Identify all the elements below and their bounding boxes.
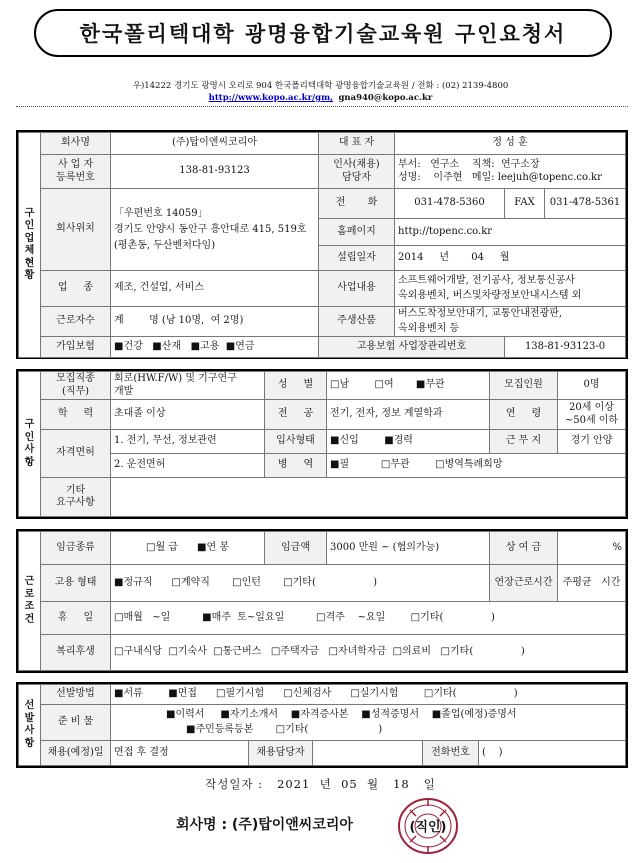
label: 병 역 xyxy=(265,454,327,478)
company-seal-icon xyxy=(396,796,460,856)
section-label: 선발사항 xyxy=(19,685,41,766)
divider xyxy=(16,106,628,107)
label: 학 력 xyxy=(41,400,111,430)
age: 20세 이상 ~50세 이하 xyxy=(558,400,626,430)
founded-date: 2014 년 04 월 xyxy=(395,246,626,271)
page-title: 한국폴리텍대학 광명융합기술교육원 구인요청서 xyxy=(79,22,567,46)
employment-type: ■정규직 □계약직 □인턴 □기타( ) xyxy=(111,565,490,602)
section-label: 구인업체현황 xyxy=(19,133,41,358)
written-date: 작성일자 : 2021 년 05 월 18 일 xyxy=(205,777,436,791)
label: 자격면허 xyxy=(41,430,111,478)
label: 연장근로시간 xyxy=(490,565,558,602)
signature-company: 회사명 : (주)탑이앤씨코리아 xyxy=(176,817,353,833)
documents: ■이력서 ■자기소개서 ■자격증사본 ■성적증명서 ■졸업(예정)증명서 xyxy=(166,709,517,720)
other-requirements xyxy=(111,478,626,517)
label: 채용담당자 xyxy=(249,741,313,766)
contact-line xyxy=(0,93,641,103)
address-line: 우)14222 경기도 광명시 오리로 904 한국폴리텍대학 광명융합기술교육원 / 전화 : (02) 2139-4800 xyxy=(132,81,509,91)
fax: 031-478-5361 xyxy=(545,189,626,219)
label: 채용(예정)일 xyxy=(41,741,111,766)
label: FAX xyxy=(505,189,545,219)
label: 사업내용 xyxy=(319,271,395,307)
overtime: 주평균 시간 xyxy=(558,565,626,602)
label: 근 무 지 xyxy=(490,430,558,454)
label: 근로자수 xyxy=(41,307,111,337)
title-box xyxy=(34,9,612,57)
phone: 031-478-5360 xyxy=(395,189,505,219)
location: 경기 안양 xyxy=(558,430,626,454)
section-label: 근로조건 xyxy=(19,532,41,671)
seal-text: (직인) xyxy=(409,820,447,835)
insurance: ■건강 ■산재 ■고용 ■연금 xyxy=(111,337,319,358)
label: 선발방법 xyxy=(41,685,111,705)
military: ■필 □무관 □병역특례희망 xyxy=(327,454,626,478)
label: 회사명 xyxy=(41,133,111,155)
major: 전기, 전자, 정보 계열학과 xyxy=(327,400,490,430)
selection-section xyxy=(16,682,628,768)
label: 회사위치 xyxy=(41,189,111,271)
label: 사 업 자 등록번호 xyxy=(41,155,111,189)
label: 모집인원 xyxy=(490,372,558,400)
email-text: gna940@kopo.ac.kr xyxy=(338,93,433,103)
conditions-section xyxy=(16,529,628,673)
homepage: http://topenc.co.kr xyxy=(395,219,626,246)
label: 인사(채용) 담당자 xyxy=(319,155,395,189)
label: 고용 형태 xyxy=(41,565,111,602)
label: 전 화 xyxy=(319,189,395,219)
products: 버스도착정보안내기, 교통안내전광판, 옥외용벤치 등 xyxy=(395,307,626,337)
label: 고용보험 사업장관리번호 xyxy=(319,337,505,358)
label: 업 종 xyxy=(41,271,111,307)
label: 준 비 물 xyxy=(41,705,111,741)
selection-method: ■서류 ■면접 □필기시험 □신체검사 □실기시험 □기타( ) xyxy=(111,685,626,705)
salary: 3000 만원 ~ (협의가능) xyxy=(327,532,490,565)
insurance-no: 138-81-93123-0 xyxy=(505,337,626,358)
job-type: 회로(HW.F/W) 및 기구연구 개발 xyxy=(111,372,265,400)
label: 성 별 xyxy=(265,372,327,400)
label: 입사형태 xyxy=(265,430,327,454)
label: 임금액 xyxy=(265,532,327,565)
holidays: □매월 ~일 ■매주 토~일요일 □격주 ~요일 □기타( ) xyxy=(111,602,626,635)
hr-line: 성명: 이주현 메일: leejuh@topenc.co.kr xyxy=(398,171,602,183)
job-section xyxy=(16,369,628,519)
welfare: □구내식당 □기숙사 □통근버스 □주택자금 □자녀학자금 □의료비 □기타( ) xyxy=(111,635,626,671)
label: 홈페이지 xyxy=(319,219,395,246)
label: 설립일자 xyxy=(319,246,395,271)
license: 1. 전기, 무선, 정보관련 xyxy=(111,430,265,454)
company-address: 「우편번호 14059」 경기도 안양시 동안구 흥안대로 415, 519호(평촌동, 두산벤처다임) xyxy=(111,189,319,271)
headcount: 0명 xyxy=(558,372,626,400)
company-section xyxy=(16,130,628,359)
hire-date: 면접 후 결정 xyxy=(111,741,249,766)
license: 2. 운전면허 xyxy=(111,454,265,478)
entry-type: ■신입 ■경력 xyxy=(327,430,490,454)
ceo-name: 정 성 훈 xyxy=(395,133,626,155)
label: 휴 일 xyxy=(41,602,111,635)
employees: 계 명 (남 10명, 여 2명) xyxy=(111,307,319,337)
label: 전화번호 xyxy=(423,741,479,766)
label: 임금종류 xyxy=(41,532,111,565)
label: 대 표 자 xyxy=(319,133,395,155)
pay-type: □월 급 ■연 봉 xyxy=(111,532,265,565)
label: 가입보험 xyxy=(41,337,111,358)
label: 상 여 금 xyxy=(490,532,558,565)
business: 소프트웨어개발, 전기공사, 정보통신공사 옥외용벤치, 버스및차량정보안내시스템 외 xyxy=(395,271,626,307)
documents: ■주민등록등본 □기타( ) xyxy=(186,723,383,735)
bonus: % xyxy=(558,532,626,565)
label: 모집직종 (직무) xyxy=(41,372,111,400)
education: 초대졸 이상 xyxy=(111,400,265,430)
section-label: 구인사항 xyxy=(19,372,41,517)
biz-no: 138-81-93123 xyxy=(111,155,319,189)
label: 주생산품 xyxy=(319,307,395,337)
label: 기타 요구사항 xyxy=(41,478,111,517)
tel: ( ) xyxy=(479,741,626,766)
label: 복리후생 xyxy=(41,635,111,671)
company-name: (주)탑이앤씨코리아 xyxy=(111,133,319,155)
industry: 제조, 건설업, 서비스 xyxy=(111,271,319,307)
gender: □남 □여 ■무관 xyxy=(327,372,490,400)
hire-manager xyxy=(313,741,423,766)
hr-line: 부서: 연구소 직책: 연구소장 xyxy=(398,159,540,170)
website-link[interactable]: http://www.kopo.ac.kr/gm, xyxy=(208,93,334,103)
label: 연 령 xyxy=(490,400,558,430)
label: 전 공 xyxy=(265,400,327,430)
